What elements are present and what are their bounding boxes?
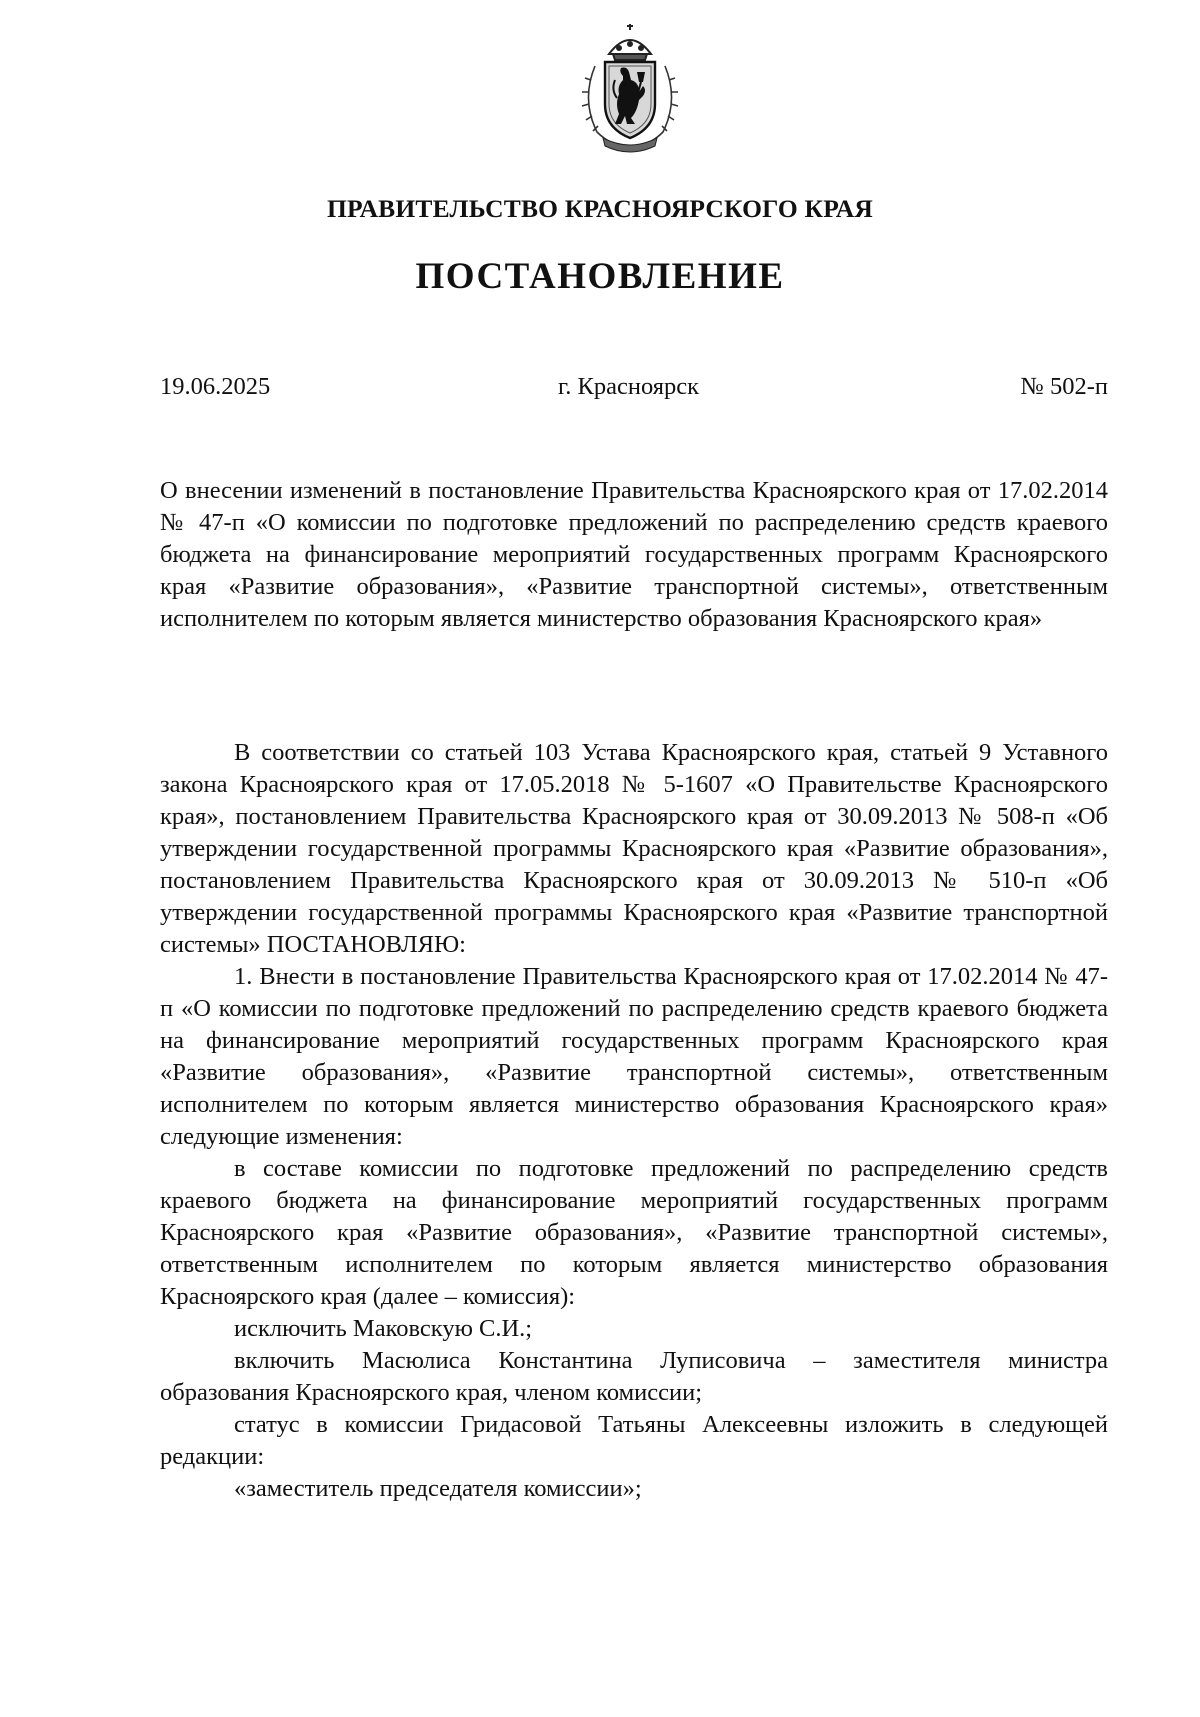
document-body	[160, 737, 1108, 1505]
preamble-paragraph: В соответствии со статьей 103 Устава Красноярского края, статьей 9 Уставного закона Красноярского края от 17.05.2018 № 5-1607 «О Правительстве Красноярского края», постановлением Правительства Красноярского края от 30.09.2013 № 508-п «Об утверждении государственной программы Красноярского края «Развитие образования», постановлением Правительства Красноярского края от 30.09.2013 № 510-п «Об утверждении государственной программы Красноярского края «Развитие транспортной системы» ПОСТАНОВЛЯЮ:	[160, 739, 1108, 958]
document-number: № 502-п	[1020, 373, 1108, 400]
organization-name: ПРАВИТЕЛЬСТВО КРАСНОЯРСКОГО КРАЯ	[327, 194, 873, 223]
document-place: г. Красноярск	[558, 373, 700, 400]
include-paragraph: включить Масюлиса Константина Луписовича – заместителя министра образования Красноярского края, членом комиссии;	[160, 1347, 1108, 1406]
composition-paragraph: в составе комиссии по подготовке предложений по распределению средств краевого бюджета на финансирование мероприятий государственных программ Красноярского края «Развитие образования», «Развитие транспортной системы», ответственным исполнителем по которым является министерство образования Красноярского края (далее – комиссия):	[160, 1155, 1108, 1310]
exclude-paragraph: исключить Маковскую С.И.;	[234, 1315, 533, 1342]
item-1-paragraph: 1. Внести в постановление Правительства Красноярского края от 17.02.2014 № 47-п «О комиссии по подготовке предложений по распределению средств краевого бюджета на финансирование мероприятий государственных программ Красноярского края «Развитие образования», «Развитие транспортной системы», ответственным исполнителем по которым является министерство образования Красноярского края» следующие изменения:	[160, 963, 1108, 1150]
status-paragraph: статус в комиссии Гридасовой Татьяны Алексеевны изложить в следующей редакции:	[160, 1411, 1108, 1470]
new-status-paragraph: «заместитель председателя комиссии»;	[234, 1475, 642, 1502]
coat-of-arms-emblem	[565, 20, 695, 156]
document-type: ПОСТАНОВЛЕНИЕ	[415, 256, 785, 297]
document-date: 19.06.2025	[160, 373, 271, 400]
document-title: О внесении изменений в постановление Правительства Красноярского края от 17.02.2014 № 47-п «О комиссии по подготовке предложений по распределению средств краевого бюджета на финансирование мероприятий государственных программ Красноярского края «Развитие образования», «Развитие транспортной системы», ответственным исполнителем по которым является министерство образования Красноярского края»	[160, 477, 1108, 632]
